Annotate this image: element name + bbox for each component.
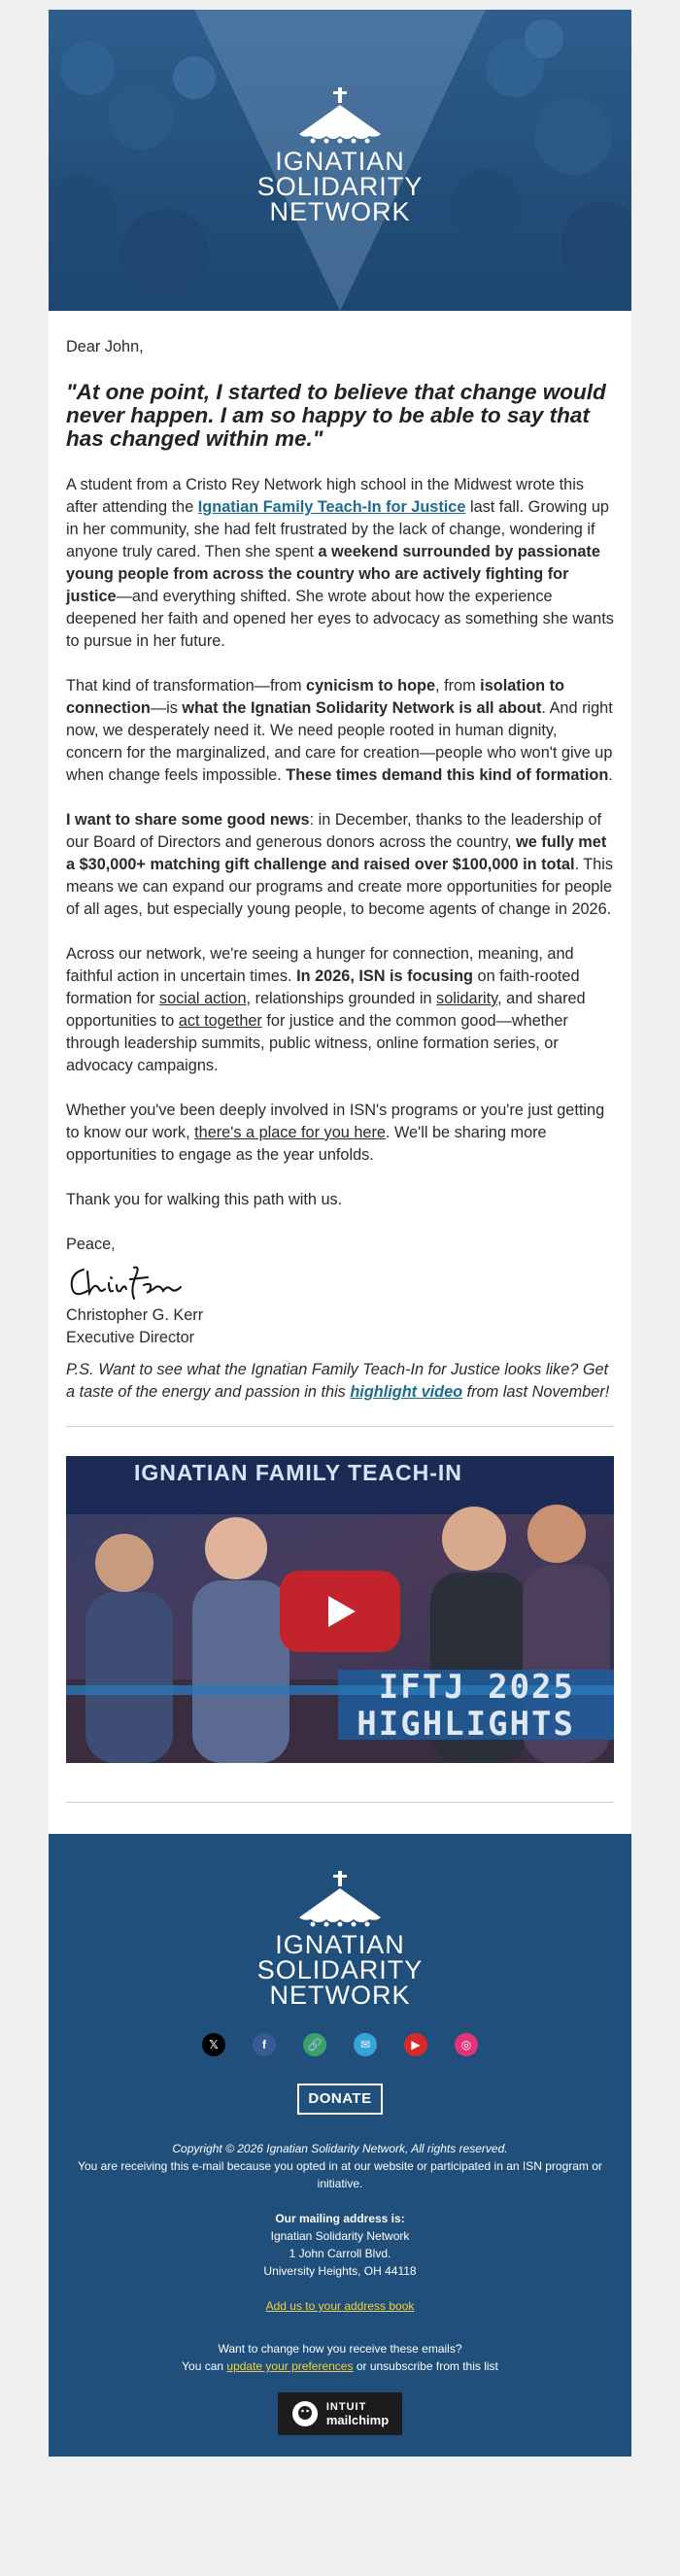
website-link-icon[interactable]: 🔗 — [303, 2033, 326, 2056]
act-together-link[interactable]: act together — [178, 1012, 262, 1030]
place-for-you-link[interactable]: there's a place for you here — [194, 1124, 386, 1141]
signature-image — [66, 1260, 192, 1303]
badge-top-text: INTUIT — [325, 2401, 367, 2413]
paragraph-thanks: Thank you for walking this path with us. — [66, 1191, 343, 1208]
optin-notice: You are receiving this e-mail because you opted in at our website or participated in an ISN program or initiative. — [78, 2159, 602, 2190]
paragraph-focus-2026: Across our network, we're seeing a hunger for connection, meaning, and faithful action in uncertain times. In 2026, ISN is focusing on faith-rooted formation for social action, relationships grounded in solidarity, and shared opportunities to act together for justice and the common good—whether through leadership summits, public witness, online formation series, or advocacy campaigns. — [66, 945, 586, 1074]
logo-line-2: SOLIDARITY — [256, 172, 424, 201]
social-action-link[interactable]: social action — [158, 990, 247, 1007]
email-icon[interactable]: ✉ — [354, 2033, 377, 2056]
hero-banner — [49, 10, 631, 311]
solidarity-link[interactable]: solidarity — [436, 990, 498, 1007]
org-name: Ignatian Solidarity Network — [270, 2229, 410, 2243]
city-address: University Heights, OH 44118 — [263, 2264, 417, 2278]
video-title-line-2: HIGHLIGHTS — [357, 1705, 575, 1744]
closing: Peace, — [66, 1236, 116, 1253]
change-question: Want to change how you receive these emails? — [218, 2342, 462, 2356]
youtube-icon[interactable]: ▶ — [404, 2033, 427, 2056]
x-icon[interactable]: 𝕏 — [202, 2033, 225, 2056]
badge-bottom-text: mailchimp — [325, 2413, 390, 2427]
greeting: Dear John, — [66, 338, 144, 356]
footer-logo — [68, 1871, 612, 2008]
signer-name: Christopher G. Kerr — [66, 1306, 204, 1324]
copyright: Copyright © 2026 Ignatian Solidarity Network, All rights reserved. — [172, 2142, 508, 2155]
video-banner-text: IGNATIAN FAMILY TEACH-IN — [134, 1460, 462, 1485]
play-button-icon[interactable] — [280, 1571, 400, 1652]
street-address: 1 John Carroll Blvd. — [289, 2247, 391, 2260]
logo-line-1: IGNATIAN — [275, 147, 405, 176]
footer-logo-line-3: NETWORK — [269, 1981, 411, 2010]
logo-line-3: NETWORK — [269, 197, 411, 226]
footer-logo-line-1: IGNATIAN — [275, 1930, 405, 1959]
footer-logo-line-2: SOLIDARITY — [256, 1955, 424, 1984]
divider-top — [66, 1426, 614, 1427]
pull-quote: "At one point, I started to believe that change would never happen. I am so happy to be able to say that has changed within me." — [66, 380, 606, 451]
video-thumbnail[interactable] — [66, 1456, 614, 1763]
donate-button[interactable]: DONATE — [297, 2084, 382, 2115]
cross-tent-icon — [291, 1871, 389, 1927]
paragraph-good-news: I want to share some good news: in December, thanks to the leadership of our Board of Directors and generous donors across the country, we fully met a $30,000+ matching gift challenge and raised over $100,000 in total. This means we can expand our programs and create more opportunities for people of all ages, but especially young people, to become agents of change in 2026. — [66, 811, 613, 918]
video-title-line-1: IFTJ 2025 — [378, 1668, 575, 1707]
isn-logo — [49, 87, 631, 224]
footer — [49, 1834, 631, 2457]
cross-tent-icon — [291, 87, 389, 144]
letter-body — [49, 311, 631, 1404]
mailing-heading: Our mailing address is: — [275, 2212, 405, 2225]
signer-title: Executive Director — [66, 1329, 195, 1346]
social-links — [68, 2033, 612, 2056]
paragraph-student-story: A student from a Cristo Rey Network high school in the Midwest wrote this after attending the Ignatian Family Teach-In for Justice last fall. Growing up in her community, she had felt frustrated by the lack of change, wondering if anyone truly cared. Then she spent a weekend surrounded by passionate young people from across the country who are actively fighting for justice—and everything shifted. She wrote about how the experience deepened her faith and opened her eyes to advocacy as something she wants to pursue in her future. — [66, 476, 614, 650]
postscript: P.S. Want to see what the Ignatian Family Teach-In for Justice looks like? Get a taste of the energy and passion in this highlight video from last November! — [66, 1361, 610, 1401]
iftj-link[interactable]: Ignatian Family Teach-In for Justice — [197, 498, 466, 516]
paragraph-transformation: That kind of transformation—from cynicism to hope, from isolation to connection—is what the Ignatian Solidarity Network is all about. And right now, we desperately need it. We need people rooted in human dignity, concern for the marginalized, and care for creation—people who won't give up when change feels impossible. These times demand this kind of formation. — [66, 677, 613, 784]
update-preferences-link[interactable]: update your preferences — [226, 2359, 354, 2373]
mailchimp-badge[interactable] — [278, 2392, 402, 2435]
email-container — [49, 10, 631, 2457]
paragraph-place-for-you: Whether you've been deeply involved in ISN's programs or you're just getting to know our work, there's a place for you here. We'll be sharing more opportunities to engage as the year unfolds. — [66, 1102, 605, 1164]
highlight-video-link[interactable]: highlight video — [350, 1383, 463, 1401]
address-book-link[interactable]: Add us to your address book — [265, 2299, 415, 2313]
divider-bottom — [66, 1802, 614, 1803]
instagram-icon[interactable]: ◎ — [455, 2033, 478, 2056]
mailchimp-freddie-icon — [291, 2400, 319, 2427]
preferences-line: You can update your preferences or unsubscribe from this list — [182, 2359, 498, 2373]
facebook-icon[interactable]: f — [253, 2033, 276, 2056]
